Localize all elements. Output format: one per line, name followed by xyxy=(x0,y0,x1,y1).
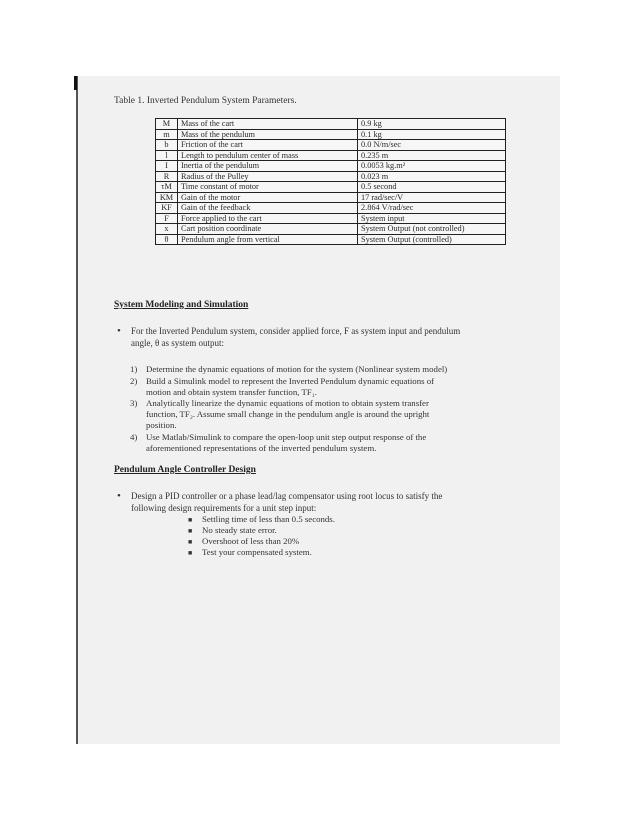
table-row xyxy=(156,213,506,224)
param-description: Friction of the cart xyxy=(178,140,358,151)
param-symbol: m xyxy=(156,129,178,140)
param-symbol: I xyxy=(156,161,178,172)
design-requirements-list xyxy=(188,514,488,558)
table-row xyxy=(156,192,506,203)
step-number: 1) xyxy=(130,364,138,374)
table-row xyxy=(156,171,506,182)
list-item xyxy=(188,547,488,558)
parameters-table xyxy=(155,118,506,245)
section-heading-modeling: System Modeling and Simulation xyxy=(114,300,249,310)
list-item xyxy=(130,376,530,398)
table-row xyxy=(156,203,506,214)
step-text: position. xyxy=(146,419,177,430)
list-item xyxy=(130,398,530,430)
param-description: Cart position coordinate xyxy=(178,224,358,235)
square-bullet-icon: ■ xyxy=(188,548,193,557)
param-symbol: KM xyxy=(156,192,178,203)
param-symbol: F xyxy=(156,213,178,224)
param-value: 0.1 kg xyxy=(358,129,506,140)
step-text: Build a Simulink model to represent the Inverted Pendulum dynamic equations of xyxy=(146,375,435,386)
param-value: System Output (not controlled) xyxy=(358,224,506,235)
bullet-modeling xyxy=(117,325,461,349)
param-description: Time constant of motor xyxy=(178,182,358,193)
bullet-modeling-line1: For the Inverted Pendulum system, consider applied force, F as system input and pendulum xyxy=(131,326,461,336)
step-text: aforementioned representations of the inverted pendulum system. xyxy=(146,442,377,453)
param-symbol: τM xyxy=(156,182,178,193)
bullet-controller-line2: following design requirements for a unit step input: xyxy=(131,502,317,513)
table-row xyxy=(156,150,506,161)
table-row xyxy=(156,182,506,193)
square-bullet-icon: ■ xyxy=(188,516,193,524)
table-row xyxy=(156,140,506,151)
param-description: Length to pendulum center of mass xyxy=(178,150,358,161)
list-item xyxy=(188,536,488,547)
param-symbol: R xyxy=(156,171,178,182)
step-text: function, TF₂. Assume small change in the pendulum angle is around the upright xyxy=(146,409,430,420)
param-value: 0.235 m xyxy=(358,150,506,161)
bullet-controller-line1: Design a PID controller or a phase lead/lag compensator using root locus to satisfy the xyxy=(131,491,443,501)
bullet-modeling-line2: angle, θ as system output: xyxy=(131,337,225,348)
param-description: Mass of the pendulum xyxy=(178,129,358,140)
step-number: 4) xyxy=(130,431,138,442)
requirement-text: Test your compensated system. xyxy=(202,546,312,557)
param-description: Mass of the cart xyxy=(178,119,358,130)
bullet-dot-icon: • xyxy=(117,325,121,337)
list-item xyxy=(188,514,488,525)
section-heading-controller: Pendulum Angle Controller Design xyxy=(114,465,256,475)
table-row xyxy=(156,129,506,140)
param-value: 0.5 second xyxy=(358,182,506,193)
step-number: 2) xyxy=(130,375,138,386)
table-caption: Table 1. Inverted Pendulum System Parameters. xyxy=(114,96,297,106)
requirement-text: Settling time of less than 0.5 seconds. xyxy=(202,514,335,524)
step-number: 3) xyxy=(130,398,138,409)
table-row xyxy=(156,234,506,245)
step-text: Determine the dynamic equations of motion for the system (Nonlinear system model) xyxy=(146,364,448,374)
step-text: motion and obtain system transfer function, TF₁. xyxy=(146,386,317,397)
step-text: Use Matlab/Simulink to compare the open-loop unit step output response of the xyxy=(146,431,427,442)
param-value: System input xyxy=(358,213,506,224)
table-row xyxy=(156,224,506,235)
param-symbol: b xyxy=(156,140,178,151)
table-row xyxy=(156,161,506,172)
param-description: Gain of the feedback xyxy=(178,203,358,214)
bullet-dot-icon: • xyxy=(117,490,121,502)
square-bullet-icon: ■ xyxy=(188,526,193,535)
param-symbol: M xyxy=(156,119,178,130)
requirement-text: No steady state error. xyxy=(202,524,277,535)
param-symbol: x xyxy=(156,224,178,235)
param-description: Inertia of the pendulum xyxy=(178,161,358,172)
list-item xyxy=(188,525,488,536)
param-symbol: l xyxy=(156,150,178,161)
param-value: 0.9 kg xyxy=(358,119,506,130)
requirement-text: Overshoot of less than 20% xyxy=(202,535,300,546)
square-bullet-icon: ■ xyxy=(188,537,193,546)
param-description: Pendulum angle from vertical xyxy=(178,234,358,245)
param-value: System Output (controlled) xyxy=(358,234,506,245)
param-value: 0.023 m xyxy=(358,171,506,182)
param-description: Gain of the motor xyxy=(178,192,358,203)
modeling-steps-list xyxy=(130,364,530,454)
param-description: Force applied to the cart xyxy=(178,213,358,224)
list-item xyxy=(130,364,530,375)
scan-edge-mark xyxy=(74,76,77,90)
table-row xyxy=(156,119,506,130)
param-value: 2.864 V/rad/sec xyxy=(358,203,506,214)
bullet-controller xyxy=(117,490,443,514)
param-value: 0.0053 kg.m² xyxy=(358,161,506,172)
param-description: Radius of the Pulley xyxy=(178,171,358,182)
param-symbol: KF xyxy=(156,203,178,214)
list-item xyxy=(130,432,530,454)
param-value: 17 rad/sec/V xyxy=(358,192,506,203)
step-text: Analytically linearize the dynamic equations of motion to obtain system transfer xyxy=(146,398,429,409)
param-symbol: θ xyxy=(156,234,178,245)
param-value: 0.0 N/m/sec xyxy=(358,140,506,151)
